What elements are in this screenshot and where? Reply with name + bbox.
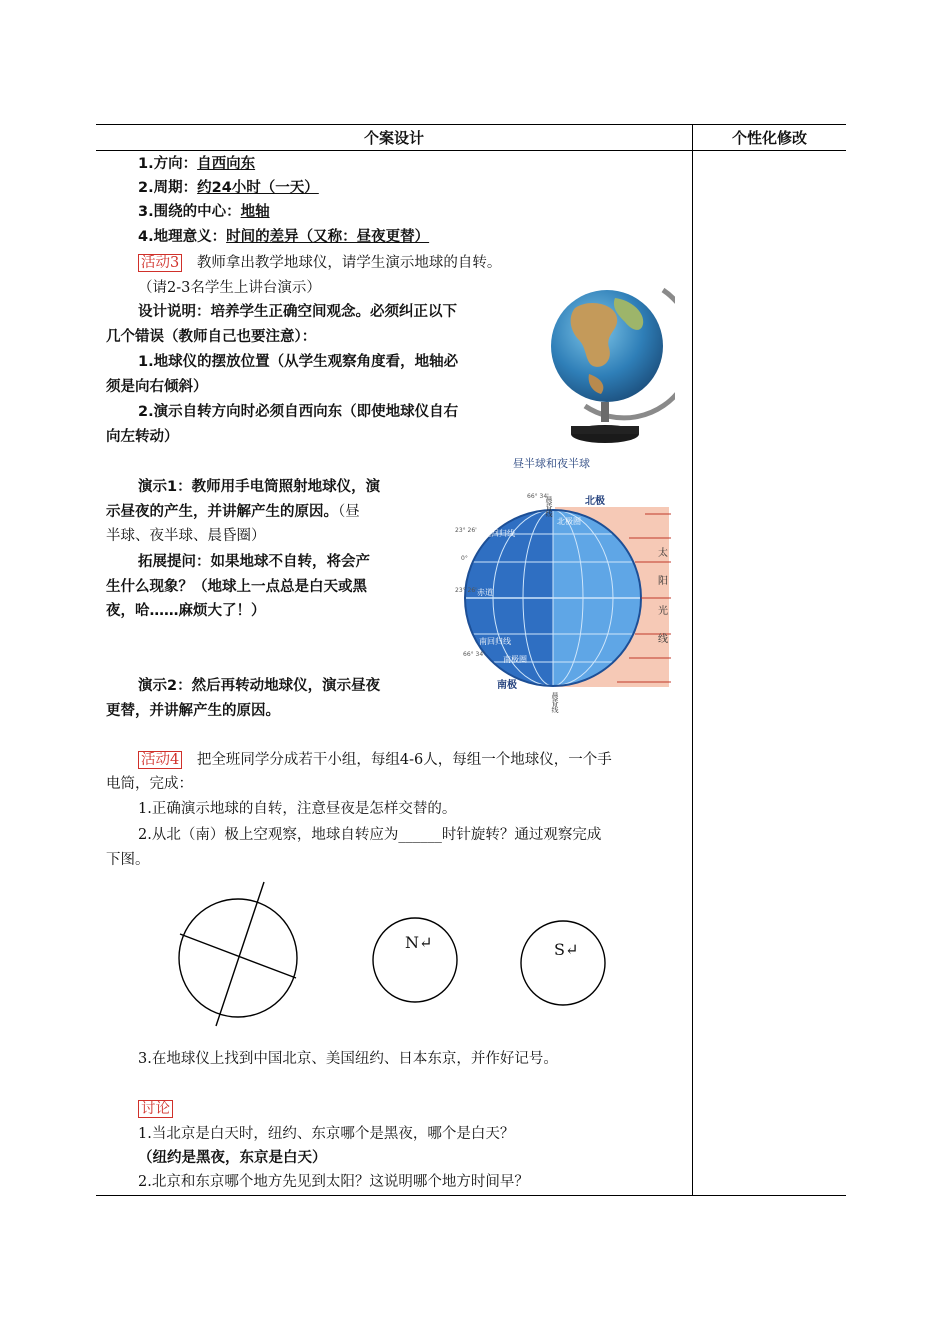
design-note-2: 几个错误（教师自己也要注意）： bbox=[106, 329, 317, 345]
activity3-note: （请2-3名学生上讲台演示） bbox=[138, 280, 321, 296]
day-night-diagram bbox=[455, 452, 675, 722]
table-header-rule bbox=[96, 150, 846, 151]
demo2-line2: 更替，并讲解产生的原因。 bbox=[106, 703, 280, 719]
discussion-tag-line bbox=[138, 1097, 173, 1121]
item-meaning: 4.地理意义：时间的差异（又称：昼夜更替） bbox=[138, 229, 430, 245]
label-sun-2: 阳 bbox=[658, 576, 668, 587]
label-sun-1: 太 bbox=[658, 548, 668, 559]
activity4-step2-line1: 2.从北（南）极上空观察，地球自转应为______时针旋转？通过观察完成 bbox=[138, 827, 602, 843]
label-tropic-north: 北回归线 bbox=[483, 529, 515, 538]
header-design: 个案设计 bbox=[363, 129, 424, 147]
discussion-tag: 讨论 bbox=[138, 1100, 173, 1118]
activity4-line2: 电筒，完成： bbox=[106, 776, 193, 792]
label-north-pole: 北极 bbox=[585, 496, 605, 507]
error1-line1: 1.地球仪的摆放位置（从学生观察角度看，地轴必 bbox=[138, 354, 459, 370]
design-note-1: 设计说明：培养学生正确空间观念。必须纠正以下 bbox=[138, 304, 457, 320]
label-sun-3: 光 bbox=[658, 606, 668, 617]
activity4-line1: 活动4 把全班同学分成若干小组，每组4-6人，每组一个地球仪，一个手 bbox=[138, 748, 612, 772]
label-south-pole: 南极 bbox=[497, 680, 517, 691]
label-terminator-bottom: 晨昏线 bbox=[551, 692, 559, 713]
activity4-step1: 1.正确演示地球的自转，注意昼夜是怎样交替的。 bbox=[138, 801, 457, 817]
label-lat-66n: 66° 34' bbox=[527, 493, 549, 500]
error1-line2: 须是向右倾斜） bbox=[106, 379, 208, 395]
label-lat-23n: 23° 26' bbox=[455, 527, 477, 534]
error2-line2: 向左转动） bbox=[106, 429, 179, 445]
extension-line1: 拓展提问：如果地球不自转，将会产 bbox=[138, 554, 370, 570]
item-period: 2.周期：约24小时（一天） bbox=[138, 180, 319, 196]
label-sun-4: 线 bbox=[658, 634, 668, 645]
activity4-tag: 活动4 bbox=[138, 751, 182, 769]
diagram-title: 昼半球和夜半球 bbox=[513, 457, 590, 470]
label-antarctic-circle: 南极圈 bbox=[503, 655, 527, 664]
globe-photo bbox=[545, 278, 675, 446]
activity4-step2-line2: 下图。 bbox=[106, 852, 150, 868]
activity3-line: 活动3 教师拿出教学地球仪，请学生演示地球的自转。 bbox=[138, 251, 501, 275]
demo1-line1: 演示1：教师用手电筒照射地球仪，演 bbox=[138, 479, 381, 495]
label-lat-66s: 66° 34' bbox=[463, 651, 485, 658]
label-lat-23s: 23° 26' bbox=[455, 587, 477, 594]
item-center: 3.围绕的中心：地轴 bbox=[138, 204, 270, 220]
demo1-line2: 示昼夜的产生，并讲解产生的原因。（昼 bbox=[106, 504, 360, 520]
label-terminator-top: 晨昏线 bbox=[545, 496, 553, 517]
table-bottom-rule bbox=[96, 1195, 846, 1196]
label-tropic-south: 南回归线 bbox=[479, 637, 511, 646]
discussion-q1: 1.当北京是白天时，纽约、东京哪个是黑夜，哪个是白天？ bbox=[138, 1126, 515, 1142]
north-pole-circle bbox=[370, 915, 460, 1005]
south-pole-label: S↵ bbox=[554, 940, 579, 959]
demo1-line3: 半球、夜半球、晨昏圈） bbox=[106, 528, 266, 544]
demo2-line1: 演示2：然后再转动地球仪，演示昼夜 bbox=[138, 678, 381, 694]
discussion-q2: 2.北京和东京哪个地方先见到太阳？这说明哪个地方时间早？ bbox=[138, 1174, 529, 1190]
north-pole-label: N↵ bbox=[405, 933, 433, 952]
error2-line1: 2.演示自转方向时必须自西向东（即使地球仪自右 bbox=[138, 404, 459, 420]
activity4-step3: 3.在地球仪上找到中国北京、美国纽约、日本东京，并作好记号。 bbox=[138, 1051, 558, 1067]
extension-line3: 夜，哈……麻烦大了！） bbox=[106, 603, 266, 619]
label-lat-0: 0° bbox=[461, 555, 468, 562]
axis-circle-figure bbox=[170, 878, 310, 1030]
table-column-divider bbox=[692, 124, 693, 1196]
header-modify: 个性化修改 bbox=[731, 129, 807, 147]
table-top-rule bbox=[96, 124, 846, 125]
extension-line2: 生什么现象？（地球上一点总是白天或黑 bbox=[106, 579, 367, 595]
label-arctic-circle: 北极圈 bbox=[557, 517, 581, 526]
discussion-a1: （纽约是黑夜，东京是白天） bbox=[138, 1150, 327, 1166]
activity3-tag: 活动3 bbox=[138, 254, 182, 272]
south-pole-circle bbox=[518, 918, 608, 1008]
item-direction: 1.方向：自西向东 bbox=[138, 156, 256, 172]
label-equator: 赤道 bbox=[477, 588, 493, 597]
